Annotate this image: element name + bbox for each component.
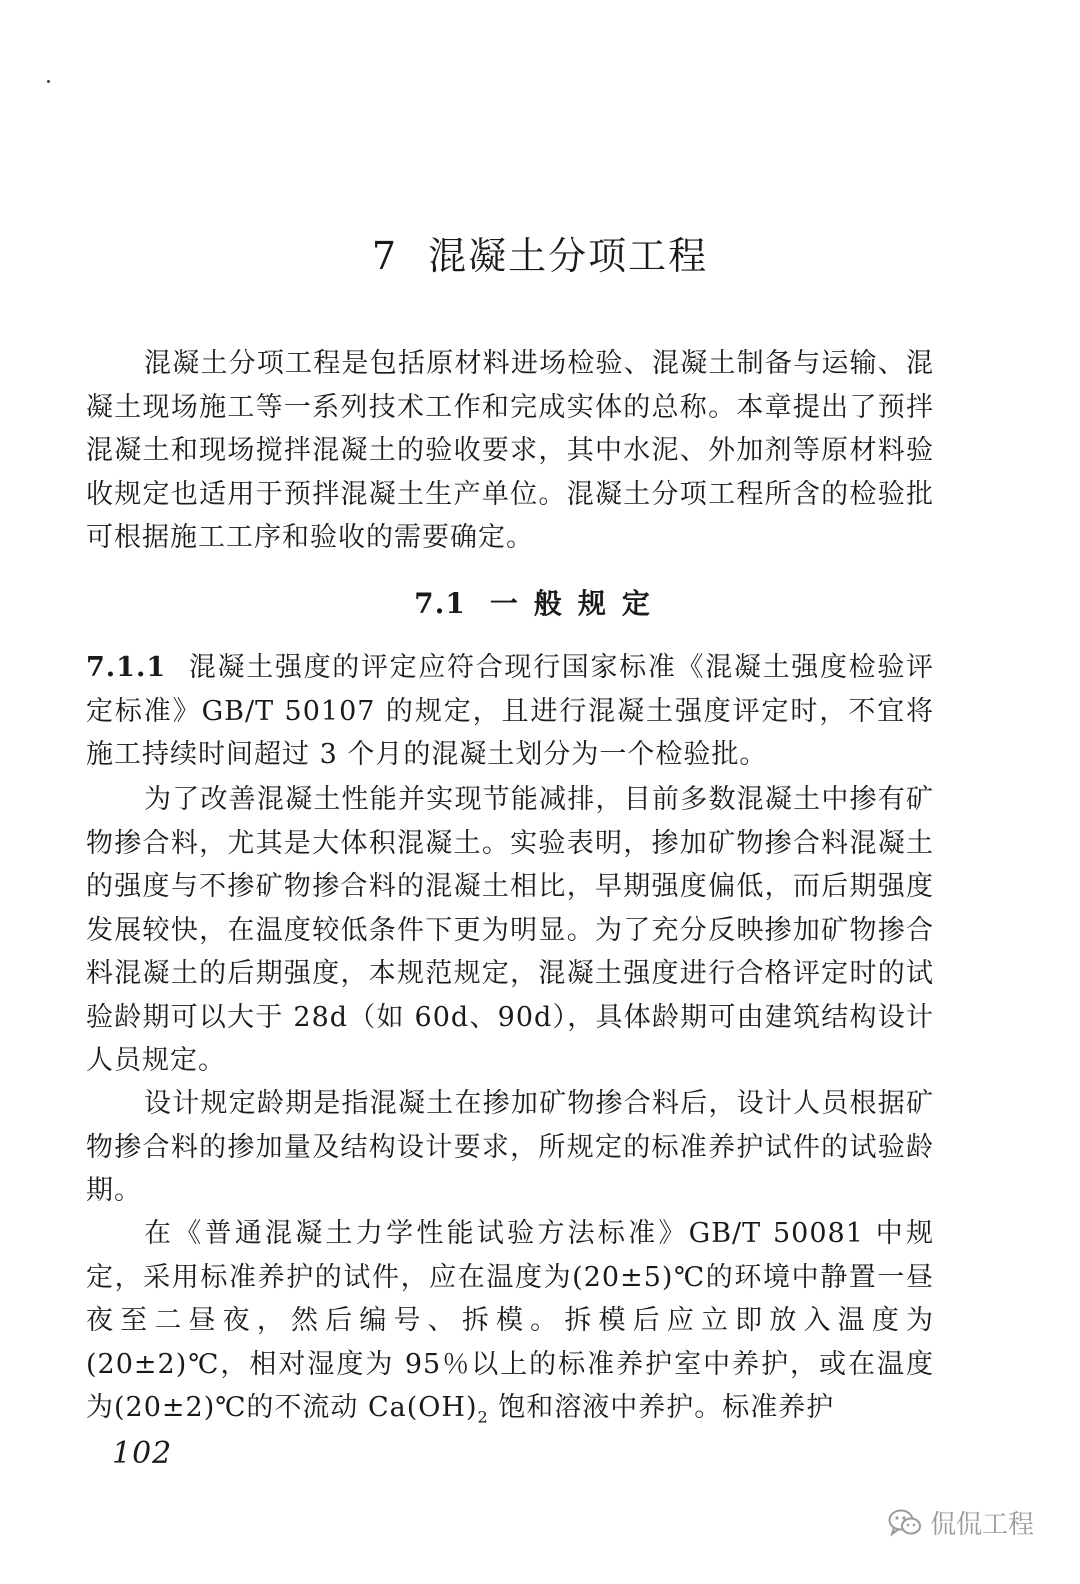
chapter-title [0,228,1080,284]
paragraph-3-tail: 饱和溶液中养护。标准养护 [488,1392,835,1423]
clause-text: 混凝土强度的评定应符合现行国家标准《混凝土强度检验评定标准》GB/T 50107 的规定，且进行混凝土强度评定时，不宜将施工持续时间超过 3 个月的混凝土划分为一个检验批。 [86,652,934,770]
watermark-text: 侃侃工程 [929,1510,1034,1540]
section-title [0,582,1080,626]
watermark [888,1504,1034,1541]
subscript: 2 [477,1407,489,1427]
paragraph-3-text: 在《普通混凝土力学性能试验方法标准》GB/T 50081 中规定，采用标准养护的试件，应在温度为(20±5)℃的环境中静置一昼夜至二昼夜，然后编号、拆模。拆模后应立即放入温度为(20±2)℃，相对湿度为 95％以上的标准养护室中养护，或在温度为(20±2)℃的不流动 Ca(OH) [86,1218,934,1423]
chapter-title-text: 混凝土分项工程 [428,234,709,278]
section-number: 7.1 [414,587,466,620]
wechat-icon [888,1508,922,1538]
section-title-text: 一般规定 [489,587,666,620]
explanation-paragraph-1: 为了改善混凝土性能并实现节能减排，目前多数混凝土中掺有矿物掺合料，尤其是大体积混凝土。实验表明，掺加矿物掺合料混凝土的强度与不掺矿物掺合料的混凝土相比，早期强度偏低，而后期强度发展较快，在温度较低条件下更为明显。为了充分反映掺加矿物掺合料混凝土的后期强度，本规范规定，混凝土强度进行合格评定时的试验龄期可以大于 28d（如 60d、90d），具体龄期可由建筑结构设计人员规定。 [86,784,934,1076]
page-number: 102 [112,1436,173,1471]
explanation-paragraph-2: 设计规定龄期是指混凝土在掺加矿物掺合料后，设计人员根据矿物掺合料的掺加量及结构设计要求，所规定的标准养护试件的试验龄期。 [86,1088,934,1206]
chapter-number: 7 [371,234,399,278]
intro-paragraph: 混凝土分项工程是包括原材料进场检验、混凝土制备与运输、混凝土现场施工等一系列技术工作和完成实体的总称。本章提出了预拌混凝土和现场搅拌混凝土的验收要求，其中水泥、外加剂等原材料验收规定也适用于预拌混凝土生产单位。混凝土分项工程所含的检验批可根据施工工序和验收的需要确定。 [86,348,934,553]
explanation-paragraph-3 [86,1212,934,1439]
clause-number: 7.1.1 [86,652,167,683]
scan-speck [47,80,50,83]
clause-paragraph [86,646,934,777]
